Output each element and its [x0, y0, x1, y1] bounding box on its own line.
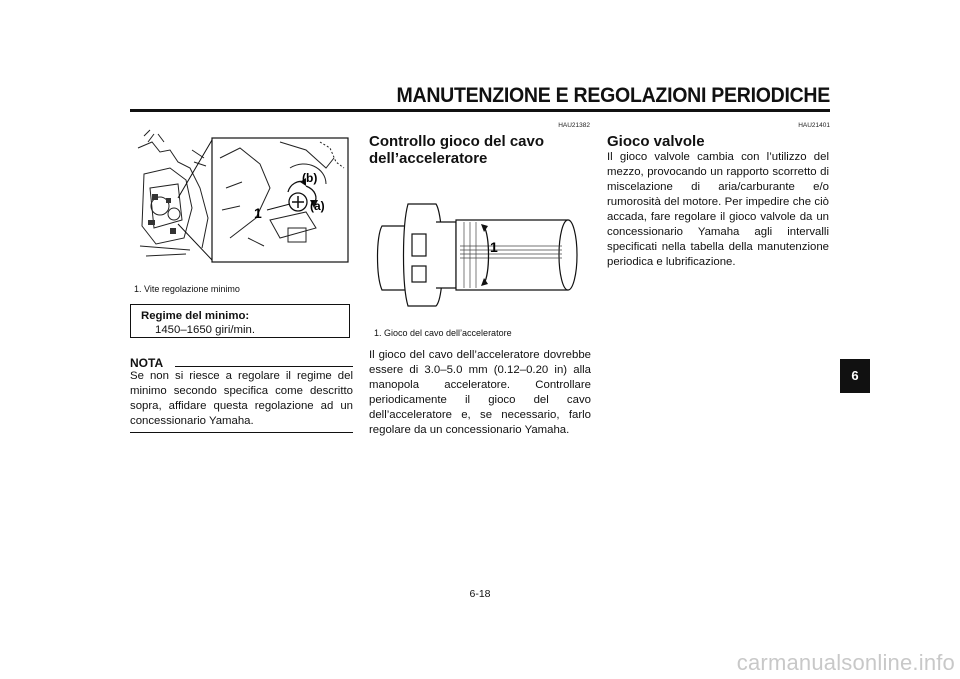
page-number: 6-18 [469, 588, 491, 600]
idle-screw-figure [130, 128, 352, 278]
throttle-caption: 1. Gioco del cavo dell’acceleratore [374, 328, 512, 338]
idle-screw-caption: 1. Vite regolazione minimo [134, 284, 240, 294]
page-title: MANUTENZIONE E REGOLAZIONI PERIODICHE [396, 84, 830, 107]
idle-screw-callout-a: (a) [310, 199, 325, 213]
throttle-callout-1: 1 [490, 239, 498, 255]
nota-heading: NOTA [130, 356, 164, 370]
nota-rule-top [175, 366, 353, 367]
nota-text: Se non si riesce a regolare il regime del minimo secondo specifica come descritto sopra, affidare questa regolazione ad un concessionario Yamaha. [130, 370, 353, 427]
section-code-valve: HAU21401 [798, 122, 830, 129]
throttle-heading-line1: Controllo gioco del cavo [369, 133, 545, 150]
throttle-text: Il gioco del cavo dell’acceleratore dovrebbe essere di 3.0–5.0 mm (0.12–0.20 in) alla manopola acceleratore. Controllare periodicamente il gioco del cavo dell’acceleratore e, se necessario, farlo regolare da un concessionario Yamaha. [369, 349, 591, 436]
title-rule [130, 109, 830, 112]
idle-screw-callout-1: 1 [254, 205, 262, 221]
valve-heading: Gioco valvole [607, 133, 705, 150]
section-code-throttle: HAU21382 [558, 122, 590, 129]
nota-rule-bottom [130, 432, 353, 433]
chapter-tab: 6 [840, 359, 870, 393]
throttle-grip-figure [372, 186, 594, 318]
spec-label: Regime del minimo: [141, 310, 250, 322]
valve-text: Il gioco valvole cambia con l’utilizzo del mezzo, provocando un rapporto scorretto di miscelazione di aria/carburante e/o rumorosità del motore. Per impedire che ciò accada, fare regolare il gioco valvole da un concessionario Yamaha agli intervalli specificati nella tabella della manutenzione periodica e lubrificazione. [607, 151, 829, 268]
throttle-heading-line2: dell’acceleratore [369, 150, 488, 167]
idle-speed-spec-box [130, 304, 350, 338]
idle-screw-callout-b: (b) [302, 171, 318, 185]
watermark: carmanualsonline.info [736, 650, 955, 675]
spec-value: 1450–1650 giri/min. [155, 324, 256, 336]
